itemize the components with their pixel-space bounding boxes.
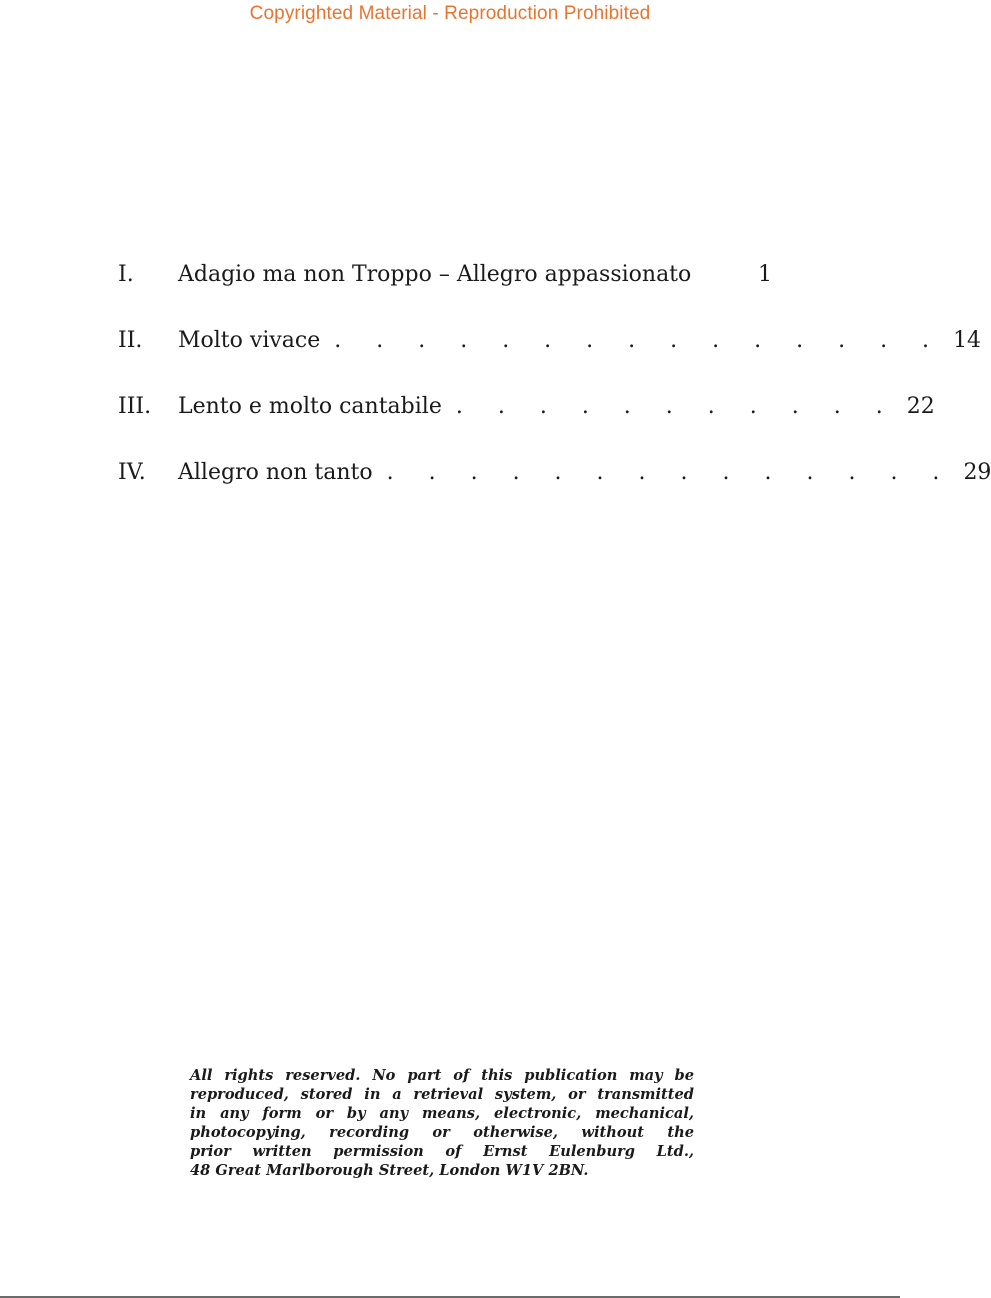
- notice-line: All rights reserved. No part of this publication may be: [190, 1067, 694, 1084]
- dot-leader: . . . . . . . . . . . . . . .: [334, 328, 944, 353]
- toc-entry-1: [118, 262, 772, 328]
- dot-leader: . . . . . . . . . . .: [455, 394, 897, 419]
- movement-title: Molto vivace: [178, 328, 321, 353]
- notice-line: in any form or by any means, electronic, mechanical,: [190, 1105, 694, 1122]
- notice-line: reproduced, stored in a retrieval system, or transmitted: [190, 1086, 694, 1103]
- page-number: 22: [906, 394, 935, 419]
- table-of-contents: [118, 262, 991, 526]
- dot-leader: . . . . . . . . . . . . . .: [386, 460, 954, 485]
- copyright-watermark: Copyrighted Material - Reproduction Prohibited: [249, 3, 651, 24]
- page-number: 14: [953, 328, 982, 353]
- movement-numeral: I.: [118, 262, 134, 287]
- movement-numeral: II.: [118, 328, 143, 353]
- page-number: 29: [963, 460, 991, 485]
- movement-title: Lento e molto cantabile: [178, 394, 442, 419]
- notice-line: prior written permission of Ernst Eulenburg Ltd.,: [190, 1143, 694, 1160]
- movement-title: Adagio ma non Troppo – Allegro appassionato: [178, 262, 692, 287]
- notice-line: 48 Great Marlborough Street, London W1V 2BN.: [190, 1162, 589, 1179]
- movement-title: Allegro non tanto: [178, 460, 373, 485]
- movement-numeral: IV.: [118, 460, 146, 485]
- toc-entry-2: [118, 328, 982, 394]
- movement-numeral: III.: [118, 394, 152, 419]
- notice-line: photocopying, recording or otherwise, without the: [190, 1124, 694, 1141]
- toc-entry-4: [118, 460, 991, 526]
- copyright-notice: [190, 1066, 694, 1180]
- toc-entry-3: [118, 394, 935, 460]
- page-number: 1: [758, 262, 772, 287]
